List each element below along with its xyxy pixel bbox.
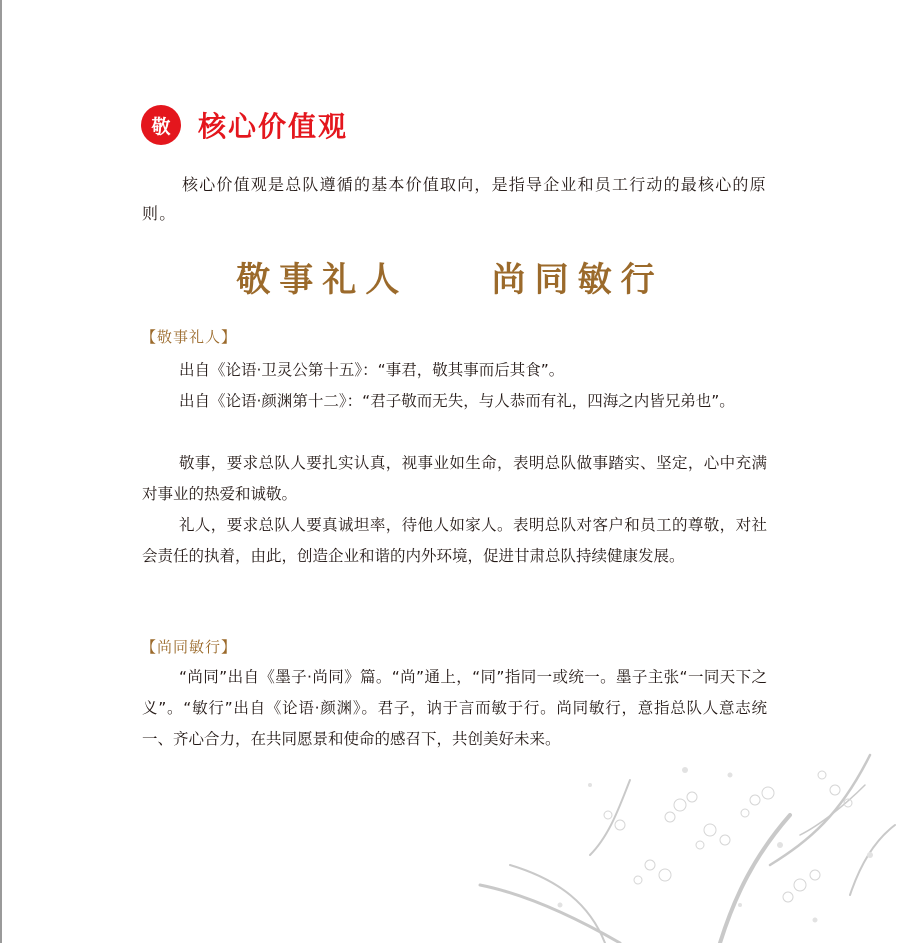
jingshi-paragraph-1: 出自《论语·卫灵公第十五》：“事君，敬其事而后其食”。 — [179, 361, 565, 379]
section-title-row — [141, 104, 348, 146]
seal-logo-icon: 敬 — [141, 105, 181, 145]
jingshi-paragraph-2: 出自《论语·颜渊第十二》：“君子敬而无失，与人恭而有礼，四海之内皆兄弟也”。 — [179, 392, 735, 410]
intro-paragraph: 核心价值观是总队遵循的基本价值取向，是指导企业和员工行动的最核心的原则。 — [142, 175, 767, 223]
jingshi-paragraph-4: 礼人，要求总队人要真诚坦率，待他人如家人。表明总队对客户和员工的尊敬，对社会责任的执着，由此，创造企业和谐的内外环境，促进甘肃总队持续健康发展。 — [142, 516, 767, 565]
motto-banner: 敬事礼人 尚同敏行 — [236, 260, 664, 300]
page-title: 核心价值观 — [198, 110, 349, 143]
shangtong-paragraph-1: “尚同”出自《墨子·尚同》篇。“尚”通上，“同”指同一或统一。墨子主张“一同天下之义”。“敏行”出自《论语·颜渊》。君子，讷于言而敏于行。尚同敏行，意指总队人意志统一、齐心合力，在共同愿景和使命的感召下，共创美好未来。 — [142, 668, 767, 748]
section-heading-shangtong: 【尚同敏行】 — [141, 638, 238, 656]
page-spine-line — [0, 0, 2, 943]
jingshi-paragraph-3: 敬事，要求总队人要扎实认真，视事业如生命，表明总队做事踏实、坚定，心中充满对事业的热爱和诚敬。 — [142, 454, 767, 503]
section-heading-jingshi: 【敬事礼人】 — [141, 328, 238, 346]
ink-blossom-decoration — [470, 745, 900, 943]
